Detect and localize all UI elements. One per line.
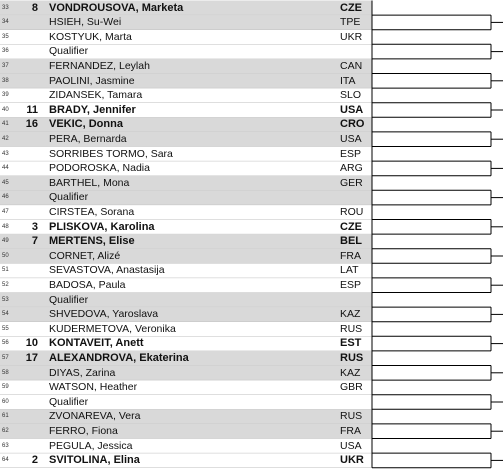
player-name: PODOROSKA, Nadia [49,162,150,175]
entry-number: 58 [2,369,9,376]
entry-number: 44 [2,165,9,172]
entry-number: 48 [2,223,9,230]
country-code: BEL [340,235,362,248]
entry-number: 35 [2,33,9,40]
player-name: ZIDANSEK, Tamara [49,89,143,102]
draw-entry [0,395,372,410]
draw-entry [0,424,372,439]
entry-number: 37 [2,62,9,69]
seed-number: 10 [25,337,38,350]
entry-number: 64 [2,457,9,464]
player-name: CORNET, Alizé [49,249,121,262]
entry-number: 59 [2,384,9,391]
player-name: FERNANDEZ, Leylah [49,59,150,72]
player-name: KUDERMETOVA, Veronika [49,322,176,335]
country-code: ESP [340,278,362,291]
country-code: CZE [340,220,362,233]
player-name: ZVONAREVA, Vera [49,410,141,423]
draw-entry [0,307,372,322]
country-code: KAZ [340,308,361,321]
player-name: KOSTYUK, Marta [49,30,132,43]
entry-number: 36 [2,48,9,55]
country-code: USA [340,132,362,145]
player-name: VEKIC, Donna [49,118,123,131]
player-name: Qualifier [49,191,89,204]
draw-entry [0,147,372,162]
entry-number: 63 [2,442,9,449]
entry-number: 55 [2,325,9,332]
entry-number: 33 [2,4,9,11]
draw-entry [0,220,372,235]
country-code: TPE [340,16,361,29]
country-code: LAT [340,264,359,277]
player-name: VONDROUSOVA, Marketa [49,1,184,14]
player-name: SORRIBES TORMO, Sara [49,147,173,160]
player-name: WATSON, Heather [49,381,138,394]
player-name: KONTAVEIT, Anett [49,337,144,350]
draw-entry [0,88,372,103]
player-name: PERA, Bernarda [49,132,127,145]
player-name: DIYAS, Zarina [49,366,116,379]
draw-entry [0,234,372,249]
player-name: Qualifier [49,395,89,408]
player-name: HSIEH, Su-Wei [49,16,122,29]
entry-number: 45 [2,179,9,186]
draw-entry [0,409,372,424]
country-code: FRA [340,424,361,437]
player-name: Qualifier [49,293,89,306]
country-code: EST [340,337,362,350]
draw-entry [0,380,372,395]
draw-entry [0,336,372,351]
draw-entry [0,278,372,293]
draw-entry [0,190,372,205]
country-code: KAZ [340,366,361,379]
country-code: GER [340,176,363,189]
entry-number: 57 [2,354,9,361]
player-name: BARTHEL, Mona [49,176,130,189]
draw-entry [0,205,372,220]
entry-number: 51 [2,267,9,274]
country-code: CRO [340,118,365,131]
draw-entry [0,366,372,381]
entry-number: 62 [2,427,9,434]
draw-entry [0,322,372,337]
player-name: ALEXANDROVA, Ekaterina [49,351,189,364]
draw-entry [0,161,372,176]
seed-number: 3 [31,220,38,233]
country-code: RUS [340,410,363,423]
entry-number: 56 [2,340,9,347]
entry-number: 46 [2,194,9,201]
player-name: MERTENS, Elise [49,235,135,248]
player-name: BRADY, Jennifer [49,103,136,116]
country-code: CZE [340,1,362,14]
draw-entry [0,263,372,278]
draw-entry [0,15,372,30]
entry-number: 54 [2,311,9,318]
player-name: SHVEDOVA, Yaroslava [49,308,159,321]
country-code: ROU [340,205,364,218]
draw-entry [0,249,372,264]
entry-number: 43 [2,150,9,157]
entry-number: 40 [2,106,9,113]
country-code: CAN [340,59,363,72]
player-name: PAOLINI, Jasmine [49,74,135,87]
seed-number: 2 [31,454,38,467]
entry-number: 39 [2,92,9,99]
seed-number: 16 [25,118,38,131]
draw-entry [0,351,372,366]
player-name: BADOSA, Paula [49,278,126,291]
draw-entry [0,293,372,308]
country-code: UKR [340,454,364,467]
draw-entry [0,59,372,74]
draw-entry [0,453,372,468]
country-code: ARG [340,162,363,175]
country-code: RUS [340,351,364,364]
seed-number: 17 [25,351,38,364]
draw-entry [0,74,372,89]
draw-entry [0,132,372,147]
draw-entry [0,439,372,454]
entry-number: 34 [2,19,9,26]
entry-number: 53 [2,296,9,303]
player-name: SEVASTOVA, Anastasija [49,264,165,277]
entry-number: 41 [2,121,9,128]
entry-number: 61 [2,413,9,420]
country-code: SLO [340,89,362,102]
country-code: FRA [340,249,361,262]
country-code: ESP [340,147,362,160]
country-code: GBR [340,381,363,394]
seed-number: 8 [31,1,38,14]
draw-entry [0,30,372,45]
draw-entry [0,103,372,118]
seed-number: 11 [26,103,38,116]
player-name: PEGULA, Jessica [49,439,133,452]
player-name: CIRSTEA, Sorana [49,205,135,218]
draw-entry [0,1,372,16]
country-code: USA [340,439,362,452]
entry-number: 38 [2,77,9,84]
draw-entry [0,44,372,59]
entry-number: 60 [2,398,9,405]
entry-number: 42 [2,135,9,142]
country-code: ITA [340,74,356,87]
draw-entry [0,117,372,132]
entry-number: 49 [2,238,9,245]
entry-number: 47 [2,208,9,215]
player-name: SVITOLINA, Elina [49,454,140,467]
entry-number: 52 [2,281,9,288]
country-code: UKR [340,30,363,43]
country-code: USA [340,103,364,116]
draw-entry [0,176,372,191]
player-name: FERRO, Fiona [49,424,118,437]
player-name: PLISKOVA, Karolina [49,220,155,233]
player-name: Qualifier [49,45,89,58]
seed-number: 7 [31,235,38,248]
country-code: RUS [340,322,363,335]
entry-number: 50 [2,252,9,259]
